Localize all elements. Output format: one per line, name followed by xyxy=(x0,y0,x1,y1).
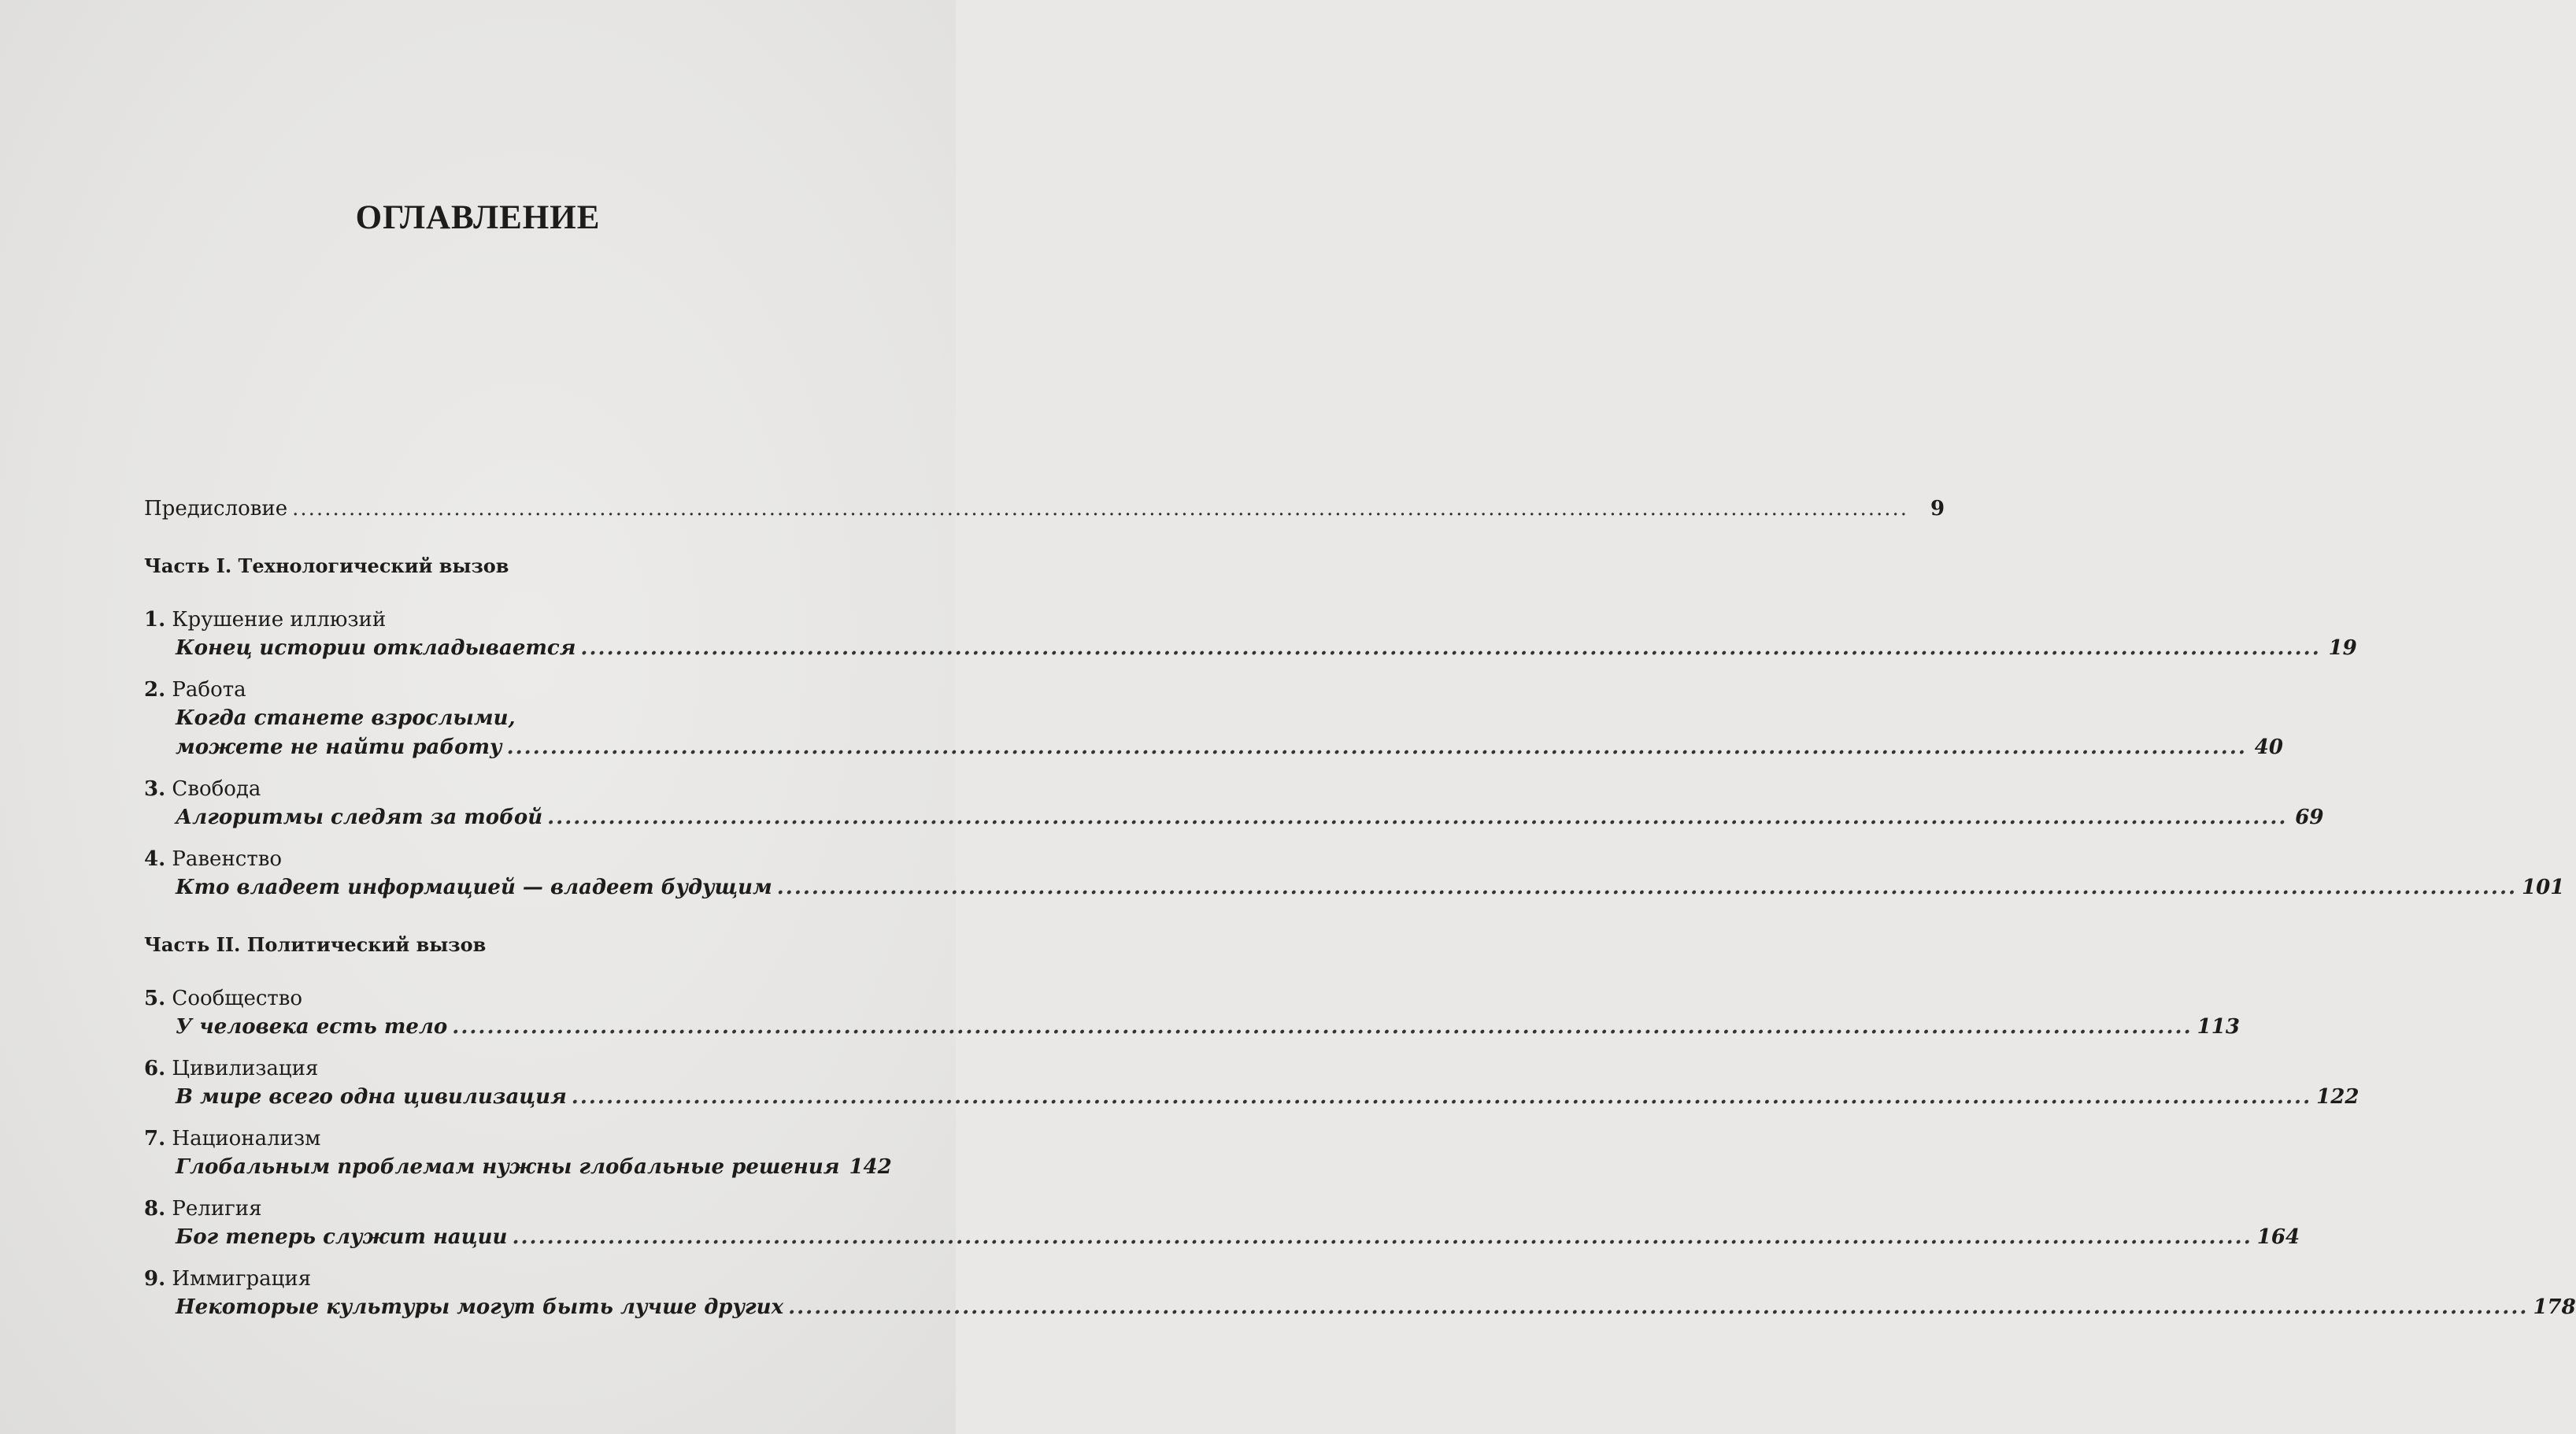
chapter-subtitle: можете не найти работу xyxy=(176,736,502,759)
chapter-heading xyxy=(144,1125,876,1153)
leader-dots: ........................................................................................................................................................................................................ xyxy=(776,876,2518,899)
chapter-number: 6. xyxy=(144,1057,166,1080)
toc-entry xyxy=(144,733,2283,762)
toc-part-heading: Часть I. Технологический вызов xyxy=(144,554,509,577)
toc-chapter xyxy=(144,1265,2576,1322)
chapter-subtitle: В мире всего одна цивилизация xyxy=(176,1085,567,1109)
chapter-subtitle: У человека есть тело xyxy=(176,1015,448,1039)
table-of-contents xyxy=(144,495,2576,1335)
toc-entry xyxy=(144,873,2565,902)
chapter-title: Крушение иллюзий xyxy=(172,608,387,632)
toc-chapter xyxy=(144,1054,2359,1112)
chapter-title: Национализм xyxy=(172,1127,321,1151)
chapter-number: 7. xyxy=(144,1127,166,1151)
chapter-heading xyxy=(144,676,876,704)
toc-chapter xyxy=(144,775,2324,832)
chapter-subtitle: Глобальным проблемам нужны глобальные решения xyxy=(176,1155,840,1179)
toc-chapter xyxy=(144,606,2357,663)
chapter-subtitle: Бог теперь служит нации xyxy=(176,1225,508,1249)
toc-chapter xyxy=(144,984,2240,1042)
chapter-number: 1. xyxy=(144,608,166,632)
chapter-subtitle: Алгоритмы следят за тобой xyxy=(176,806,543,829)
leader-dots: ........................................................................................................................................................................................................ xyxy=(788,1295,2529,1319)
chapter-number: 8. xyxy=(144,1197,166,1221)
chapter-title: Работа xyxy=(172,678,246,702)
chapter-number: 4. xyxy=(144,847,166,871)
chapter-heading xyxy=(144,1195,876,1223)
toc-page-number: 164 xyxy=(2256,1225,2300,1249)
chapter-number: 9. xyxy=(144,1267,166,1291)
chapter-heading xyxy=(144,984,876,1013)
toc-page-number: 101 xyxy=(2522,876,2565,899)
chapter-heading xyxy=(144,1054,876,1083)
toc-page-number: 113 xyxy=(2197,1015,2240,1039)
toc-entry xyxy=(144,803,2324,832)
toc-entry xyxy=(144,1083,2359,1112)
toc-entry xyxy=(144,1013,2240,1042)
chapter-heading xyxy=(144,606,876,634)
chapter-title: Равенство xyxy=(172,847,283,871)
toc-chapter xyxy=(144,1195,2300,1252)
chapter-number: 5. xyxy=(144,987,166,1010)
chapter-number: 3. xyxy=(144,777,166,801)
toc-entry-preface xyxy=(144,495,1945,524)
chapter-title: Цивилизация xyxy=(172,1057,319,1080)
toc-chapter xyxy=(144,1125,892,1182)
chapter-subtitle: Некоторые культуры могут быть лучше других xyxy=(176,1295,784,1319)
chapter-title: Религия xyxy=(172,1197,262,1221)
toc-page-number: 122 xyxy=(2316,1085,2359,1109)
chapter-heading xyxy=(144,1265,876,1293)
chapter-number: 2. xyxy=(144,678,166,702)
leader-dots: ........................................................................................................................................................................................................ xyxy=(547,806,2288,829)
toc-entry xyxy=(144,1153,892,1182)
toc-page-number: 178 xyxy=(2533,1295,2576,1319)
toc-entry xyxy=(144,1223,2300,1252)
toc-page-number: 19 xyxy=(2328,636,2357,660)
leader-dots: ........................................................................................................................................................................................................ xyxy=(571,1085,2312,1109)
toc-page-number: 40 xyxy=(2254,736,2283,759)
chapter-heading xyxy=(144,845,876,873)
chapter-title: Сообщество xyxy=(172,987,303,1010)
chapter-title: Иммиграция xyxy=(172,1267,312,1291)
toc-page-number: 142 xyxy=(849,1155,892,1179)
chapter-subtitle: Конец истории откладывается xyxy=(176,636,576,660)
leader-dots: ........................................................................................................................................................................................................ xyxy=(580,636,2321,660)
toc-entry-label: Предисловие xyxy=(144,497,288,521)
toc-page-number: 69 xyxy=(2295,806,2324,829)
chapter-title: Свобода xyxy=(172,777,261,801)
leader-dots: ........................................................................................................................................................................................................ xyxy=(452,1015,2193,1039)
toc-entry xyxy=(144,634,2357,663)
page-title: ОГЛАВЛЕНИЕ xyxy=(355,199,601,236)
chapter-heading xyxy=(144,775,876,803)
toc-part-heading: Часть II. Политический вызов xyxy=(144,933,487,956)
toc-chapter xyxy=(144,676,2283,762)
chapter-subtitle: Кто владеет информацией — владеет будущим xyxy=(176,876,772,899)
leader-dots: ........................................................................................................................................................................................................ xyxy=(506,736,2247,759)
toc-chapter xyxy=(144,845,2565,902)
leader-dots: ........................................................................................................................................................................................................ xyxy=(292,497,1909,521)
toc-parts xyxy=(144,552,2576,1322)
leader-dots: ........................................................................................................................................................................................................ xyxy=(512,1225,2252,1249)
toc-entry xyxy=(144,1293,2576,1322)
toc-page-number: 9 xyxy=(1930,497,1945,521)
chapter-subtitle-line: Когда станете взрослыми, xyxy=(176,706,516,730)
